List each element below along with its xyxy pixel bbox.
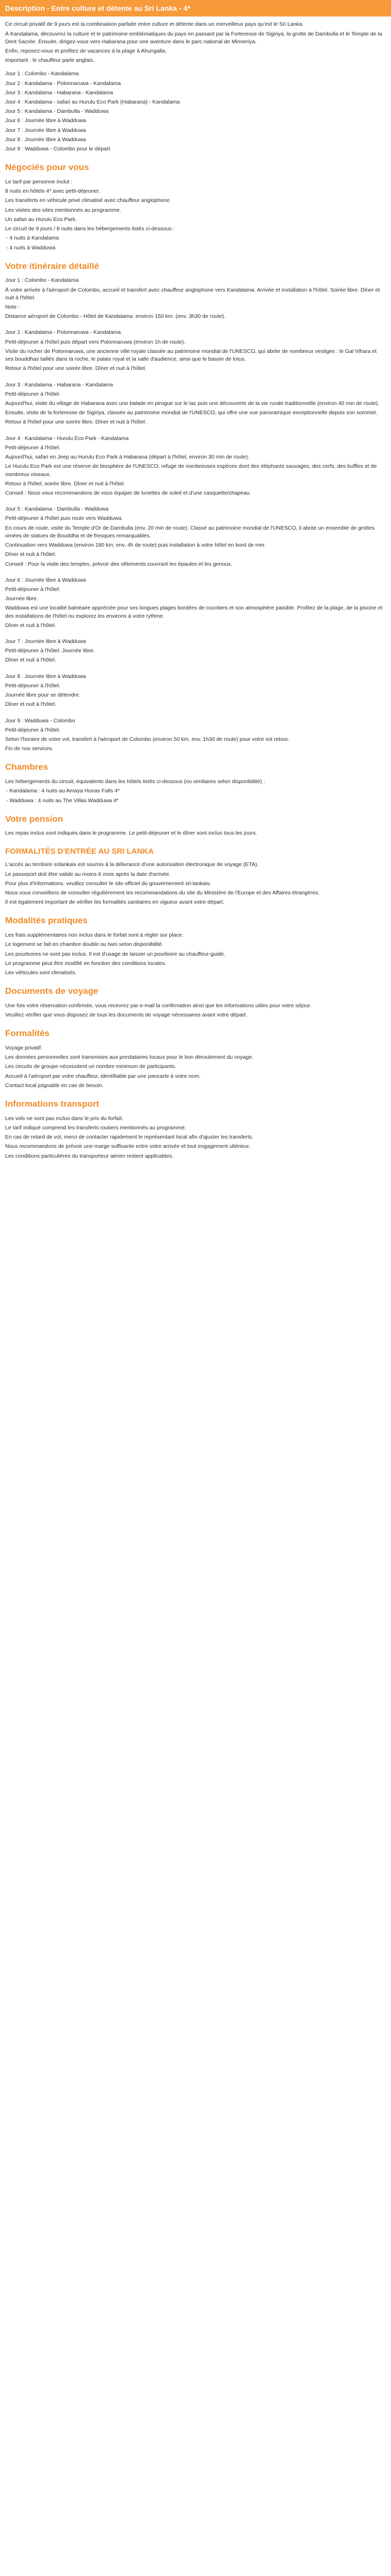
documents-line: Veuillez vérifier que vous disposez de tous les documents de voyage nécessaires avant votre départ. — [5, 1012, 248, 1019]
day-paragraph: Journée libre. — [5, 596, 38, 602]
intro-line: Ce circuit privatif de 9 jours est la combinaison parfaite entre culture et détente dans un merveilleux pays qu'est le Sri Lanka. — [5, 21, 304, 28]
day-block — [5, 329, 386, 372]
formalites-section — [5, 1044, 386, 1090]
modalites-line: Les véhicules sont climatisés. — [5, 969, 77, 976]
day-heading: Jour 7 : Journée libre à Wadduwa — [5, 638, 86, 645]
section-heading-formalites-entree: FORMALITÉS D'ENTRÉE AU SRI LANKA — [5, 846, 154, 856]
rooms-line: - Kandalama : 4 nuits au Amaya Hunas Falls 4* — [6, 788, 120, 794]
day-paragraph: Retour à l'hôtel, soirée libre. Dîner et nuit à l'hôtel. — [5, 480, 125, 487]
day-paragraph: En cours de route, visite du Temple d'Or de Dambulla (env. 20 min de route). Classé au patrimoine mondial de l'UNESCO, il abrite un ensemble de grottes ornées de statues de Bouddha et de fresques remarquables. — [5, 524, 375, 539]
rooms-line: Les hébergements du circuit, équivalents dans les hôtels listés ci-dessous (ou similaires selon disponibilité) : — [5, 778, 265, 785]
section-heading-modalites: Modalités pratiques — [5, 916, 88, 926]
intro-line: Important : le chauffeur parle anglais. — [5, 57, 95, 64]
negocies-line: Le circuit de 9 jours / 8 nuits dans les hébergements listés ci-dessous : — [5, 226, 175, 232]
day-paragraph: Continuation vers Wadduwa (environ 180 km, env. 4h de route) puis installation à votre hôtel en bord de mer. — [5, 542, 266, 549]
itinerary-summary-line: Jour 7 : Journée libre à Wadduwa — [5, 127, 86, 133]
section-heading-itineraire: Votre itinéraire détaillé — [5, 261, 100, 271]
negocies-line: Les transferts en véhicule privé climatisé avec chauffeur anglophone. — [5, 197, 171, 204]
itinerary-summary-line: Jour 6 : Journée libre à Wadduwa — [5, 117, 86, 124]
day-paragraph: Distance aéroport de Colombo - Hôtel de Kandalama: environ 150 km. (env. 3h30 de route). — [5, 313, 226, 320]
modalites-line: Les frais supplémentaires non inclus dans le forfait sont à régler sur place. — [5, 932, 184, 939]
section-heading-documents: Documents de voyage — [5, 986, 99, 996]
content — [0, 21, 391, 1160]
page — [0, 0, 391, 1169]
formalities-line: Pour plus d'informations, veuillez consulter le site officiel du gouvernement sri-lankais. — [5, 880, 211, 887]
transport-section — [5, 1115, 386, 1160]
day-paragraph: Petit-déjeuner à l'hôtel. — [5, 444, 61, 451]
itinerary-summary-line: Jour 9 : Wadduwa - Colombo pour le départ — [5, 146, 110, 152]
day-paragraph: Aujourd'hui, visite du village de Habarana avec une balade en pirogue sur le lac puis une découverte de la vie rurale traditionnelle (environ 40 min de route). — [5, 400, 380, 407]
itinerary-summary-line: Jour 5 : Kandalama - Dambulla - Wadduwa — [5, 108, 109, 115]
intro-section — [5, 21, 386, 153]
day-paragraph: Ensuite, visite de la forteresse de Sigiriya, classée au patrimoine mondial de l'UNESCO, qui offre une vue panoramique exceptionnelle depuis son sommet. — [5, 410, 378, 416]
day-paragraph: Dîner et nuit à l'hôtel. — [5, 657, 56, 664]
day-paragraph: Aujourd'hui, safari en Jeep au Hurulu Eco Park à Habarana (départ à l'hôtel, environ 30 min de route). — [5, 454, 250, 461]
itinerary-summary-line: Jour 8 : Journée libre à Wadduwa — [5, 136, 86, 143]
formalities-line: Nous vous conseillons de consulter régulièrement les recommandations du site du Ministère de l'Europe et des Affaires étrangères. — [5, 890, 320, 896]
day-paragraph: Petit-déjeuner à l'hôtel. Journée libre. — [5, 648, 95, 654]
itinerary-section — [5, 277, 386, 753]
intro-line: À Kandalama, découvrez la culture et le patrimoine emblématiques du pays en passant par la Forteresse de Sigiriya, la grotte de Dambulla et le Temple de la Dent Sacrée. Ensuite, dirigez-vous vers Habarana pour une aventure dans le parc national de Minneriya. — [5, 30, 382, 45]
day-block — [5, 638, 386, 665]
day-paragraph: Petit-déjeuner à l'hôtel puis route vers Wadduwa. — [5, 515, 123, 522]
day-heading: Jour 1 : Colombo - Kandalama — [5, 277, 79, 284]
negocies-line: - 4 nuits à Wadduwa — [6, 244, 56, 251]
itinerary-summary-line: Jour 1 : Colombo - Kandalama — [5, 71, 79, 77]
itinerary-summary-line: Jour 4 : Kandalama - safari au Hurulu Eco Park (Habarana) - Kandalama — [5, 99, 180, 106]
day-paragraph: Visite du rocher de Polonnaruwa, une ancienne ville royale classée au patrimoine mondial de l'UNESCO, qui abrite de nombreux vestiges : le Gal Vihara et ses bouddhas taillés dans la roche, le palais royal et la salle d'audience, ainsi que le bassin de lotus. — [5, 348, 377, 363]
modalites-line: Le programme peut être modifié en fonction des conditions locales. — [5, 960, 167, 967]
day-paragraph: Dîner et nuit à l'hôtel. — [5, 551, 56, 558]
formalites-line: Les circuits de groupe nécessitent un nombre minimum de participants. — [5, 1063, 176, 1070]
page-title: Description - Entre culture et détente au Sri Lanka - 4* — [0, 0, 391, 16]
section-heading-formalites: Formalités — [5, 1028, 50, 1039]
day-paragraph: Conseil : Nous vous recommandons de vous équiper de lunettes de soleil et d'une casquette/chapeau. — [5, 489, 251, 496]
day-paragraph: Selon l'horaire de votre vol, transfert à l'aéroport de Colombo (environ 50 km, env. 1h30 de route) pour votre vol retour. — [5, 736, 289, 743]
day-heading: Jour 3 : Kandalama - Habarana - Kandalama — [5, 381, 113, 388]
negocies-line: Un safari au Hurulu Eco Park. — [5, 216, 77, 223]
day-block — [5, 717, 386, 753]
transport-line: Nous recommandons de prévoir une marge suffisante entre votre arrivée et tout engagement ultérieur. — [5, 1143, 250, 1150]
day-heading: Jour 8 : Journée libre à Wadduwa — [5, 673, 86, 680]
day-paragraph: Wadduwa est une localité balnéaire appréciée pour ses longues plages bordées de cocotiers et son atmosphère paisible. Profitez de la plage, de la piscine et des installations de l'hôtel ou explorez les environs à votre rythme. — [5, 605, 383, 619]
section-heading-transport: Informations transport — [5, 1099, 100, 1109]
day-paragraph: Note : — [5, 304, 20, 311]
negocies-line: Les visites des sites mentionnés au programme. — [5, 207, 121, 213]
section-heading-pension: Votre pension — [5, 814, 63, 824]
day-paragraph: Dîner et nuit à l'hôtel. — [5, 622, 56, 629]
transport-line: Les vols ne sont pas inclus dans le prix du forfait. — [5, 1115, 123, 1122]
transport-line: Les conditions particulières du transporteur aérien restent applicables. — [5, 1153, 174, 1159]
day-paragraph: Petit-déjeuner à l'hôtel. — [5, 391, 61, 397]
day-paragraph: Journée libre pour se détendre. — [5, 692, 80, 699]
day-block — [5, 381, 386, 427]
day-paragraph: Retour à l'hôtel pour une soirée libre. Dîner et nuit à l'hôtel. — [5, 365, 146, 372]
negocies-line: Le tarif par personne inclut : — [5, 179, 73, 185]
formalities-entry-section — [5, 861, 386, 906]
formalites-line: Accueil à l'aéroport par votre chauffeur, identifiable par une pancarte à votre nom. — [5, 1073, 201, 1079]
day-paragraph: Le Hurulu Eco Park est une réserve de biosphère de l'UNESCO, refuge de nombreuses espèces dont des éléphants sauvages, des cerfs, des buffles et de nombreux oiseaux. — [5, 463, 377, 478]
documents-line: Une fois votre réservation confirmée, vous recevrez par e-mail la confirmation ainsi que les informations utiles pour votre séjour. — [5, 1002, 312, 1009]
day-paragraph: Petit-déjeuner à l'hôtel puis départ vers Polonnaruwa (environ 1h de route). — [5, 338, 186, 345]
transport-line: Le tarif indiqué comprend les transferts routiers mentionnés au programme. — [5, 1124, 186, 1131]
day-block — [5, 673, 386, 709]
day-block — [5, 435, 386, 498]
formalities-line: L'accès au territoire srilankais est soumis à la délivrance d'une autorisation électronique de voyage (ETA). — [5, 861, 259, 868]
modalites-line: Le logement se fait en chambre double ou twin selon disponibilité. — [5, 941, 164, 948]
day-heading: Jour 4 : Kandalama - Hurulu Eco Park - Kandalama — [5, 435, 129, 442]
formalites-line: Contact local joignable en cas de besoin. — [5, 1082, 104, 1089]
rooms-section — [5, 778, 386, 805]
day-heading: Jour 6 : Journée libre à Wadduwa — [5, 577, 86, 583]
formalities-line: Le passeport doit être valide au moins 6 mois après la date d'arrivée. — [5, 871, 171, 877]
negocies-line: 8 nuits en hôtels 4* avec petit-déjeuner. — [5, 188, 100, 195]
section-heading-negocies: Négociés pour vous — [5, 162, 89, 173]
day-paragraph: Conseil : Pour la visite des temples, prévoir des vêtements couvrant les épaules et les genoux. — [5, 561, 233, 567]
documents-section — [5, 1002, 386, 1019]
pension-line: Les repas inclus sont indiqués dans le programme. Le petit-déjeuner et le dîner sont inclus tous les jours. — [5, 830, 257, 837]
formalities-line: Il est également important de vérifier les formalités sanitaires en vigueur avant votre départ. — [5, 899, 224, 906]
day-paragraph: Petit-déjeuner à l'hôtel. — [5, 726, 61, 733]
day-paragraph: Petit-déjeuner à l'hôtel. — [5, 682, 61, 689]
day-paragraph: Petit-déjeuner à l'hôtel. — [5, 586, 61, 592]
section-heading-chambres: Chambres — [5, 762, 48, 772]
modalites-section — [5, 931, 386, 977]
negocies-section — [5, 178, 386, 252]
itinerary-summary-line: Jour 3 : Kandalama - Habarana - Kandalama — [5, 89, 113, 96]
day-heading: Jour 9 : Wadduwa - Colombo — [5, 717, 75, 724]
day-paragraph: Retour à l'hôtel pour une soirée libre. Dîner et nuit à l'hôtel. — [5, 419, 146, 426]
day-paragraph: Fin de nos services. — [5, 745, 54, 752]
day-heading: Jour 5 : Kandalama - Dambulla - Wadduwa — [5, 506, 109, 513]
transport-line: En cas de retard de vol, merci de contacter rapidement le représentant local afin d'ajuster les transferts. — [5, 1134, 254, 1141]
day-block — [5, 577, 386, 630]
day-heading: Jour 2 : Kandalama - Polonnaruwa - Kandalama — [5, 329, 121, 336]
day-paragraph: Dîner et nuit à l'hôtel. — [5, 701, 56, 708]
pension-section — [5, 829, 386, 837]
intro-line: Enfin, reposez-vous et profitez de vacances à la plage à Ahungalla. — [5, 47, 167, 54]
negocies-line: - 4 nuits à Kandalama — [6, 235, 59, 242]
day-block — [5, 505, 386, 568]
day-paragraph: À votre arrivée à l'aéroport de Colombo, accueil et transfert avec chauffeur anglophone vers Kandalama. Arrivée et installation à l'hôtel. Soirée libre. Dîner et nuit à l'hôtel. — [5, 286, 380, 301]
day-block — [5, 277, 386, 320]
itinerary-summary-line: Jour 2 : Kandalama - Polonnaruwa - Kandalama — [5, 80, 121, 87]
formalites-line: Les données personnelles sont transmises aux prestataires locaux pour le bon déroulement du voyage. — [5, 1054, 253, 1061]
rooms-line: - Wadduwa : 4 nuits au The Villas Wadduwa 4* — [6, 797, 119, 804]
formalites-line: Voyage privatif. — [5, 1044, 42, 1051]
modalites-line: Les pourboires ne sont pas inclus. Il est d'usage de laisser un pourboire au chauffeur-guide. — [5, 951, 225, 957]
